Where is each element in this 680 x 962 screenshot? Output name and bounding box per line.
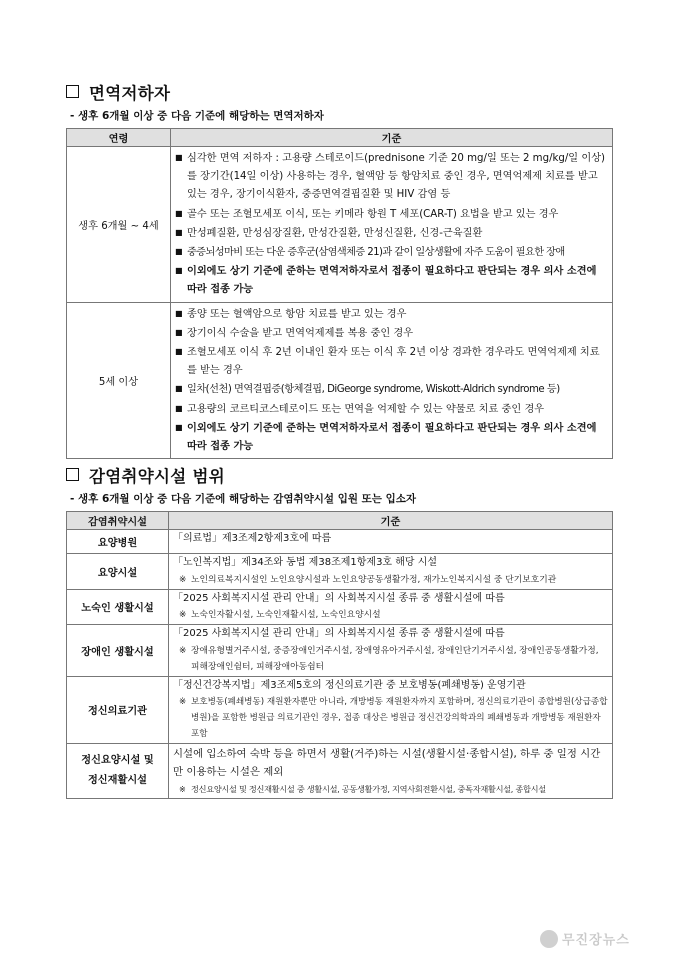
criteria-cell <box>171 302 613 459</box>
facility-name: 장애인 생활시설 <box>67 625 169 677</box>
list-item: ■ 고용량의 코르티코스테로이드 또는 면역을 억제할 수 있는 약물로 치료 중인 경우 <box>175 400 607 419</box>
criteria-note: ※ 노인의료복지시설인 노인요양시설과 노인요양공동생활가정, 재가노인복지시설 중 단기보호기관 <box>173 572 608 588</box>
criteria-cell <box>169 589 613 625</box>
criteria-main: 「의료법」제3조제2항제3호에 따름 <box>173 533 332 544</box>
watermark-text: 무진장뉴스 <box>562 933 630 948</box>
table-row <box>67 676 613 744</box>
list-item: ■ 만성폐질환, 만성심장질환, 만성간질환, 만성신질환, 신경-근육질환 <box>175 224 607 243</box>
list-item: ■ 조혈모세포 이식 후 2년 이내인 환자 또는 이식 후 2년 이상 경과한 경우라도 면역억제제 치료를 받는 경우 <box>175 343 607 380</box>
list-item: ■ 골수 또는 조혈모세포 이식, 또는 키메라 항원 T 세포(CAR-T) 요법을 받고 있는 경우 <box>175 205 607 224</box>
criteria-main: 「2025 사회복지시설 관리 안내」의 사회복지시설 종류 중 생활시설에 따름 <box>173 628 505 639</box>
age-cell: 생후 6개월 ~ 4세 <box>67 147 171 303</box>
criteria-note: ※ 장애유형별거주시설, 중증장애인거주시설, 장애영유아거주시설, 장애인단기거주시설, 장애인공동생활가정, 피해장애인쉼터, 피해장애아동쉼터 <box>173 643 608 675</box>
table-row <box>67 589 613 625</box>
table-row <box>67 625 613 677</box>
criteria-main: 「2025 사회복지시설 관리 안내」의 사회복지시설 종류 중 생활시설에 따름 <box>173 592 505 604</box>
criteria-note: ※ 보호병동(폐쇄병동) 재원환자뿐만 아니라, 개방병동 재원환자까지 포함하며, 정신의료기관이 종합병원(상급종합병원)을 포함한 병원급 의료기관인 경우, 접종 대상은 병원급 정신건강의학과의 폐쇄병동과 개방병동 재원환자 포함 <box>173 694 608 742</box>
list-item: ■ 종양 또는 혈액암으로 항암 치료를 받고 있는 경우 <box>175 305 607 324</box>
criteria-cell <box>169 744 613 799</box>
facility-name: 정신요양시설 및 정신재활시설 <box>67 744 169 799</box>
criteria-main: 「정신건강복지법」제3조제5호의 정신의료기관 중 보호병동(폐쇄병동) 운영기관 <box>173 679 526 691</box>
section2-title-text: 감염취약시설 범위 <box>89 467 225 486</box>
col-header-facility: 감염취약시설 <box>67 512 169 530</box>
table-row <box>67 530 613 554</box>
table-row <box>67 554 613 590</box>
section2-title <box>66 463 225 487</box>
facility-table <box>66 511 613 799</box>
section1-subtitle: - 생후 6개월 이상 중 다음 기준에 해당하는 면역저하자 <box>70 110 324 122</box>
section1-title-text: 면역저하자 <box>89 84 171 103</box>
criteria-cell <box>169 625 613 677</box>
col-header-criteria: 기준 <box>171 129 613 147</box>
list-item: ■ 이외에도 상기 기준에 준하는 면역저하자로서 접종이 필요하다고 판단되는 경우 의사 소견에 따라 접종 가능 <box>175 262 607 299</box>
facility-name: 노숙인 생활시설 <box>67 589 169 625</box>
criteria-note: ※ 노숙인자활시설, 노숙인재활시설, 노숙인요양시설 <box>173 607 608 623</box>
watermark-logo-icon <box>540 930 558 948</box>
list-item: ■ 장기이식 수술을 받고 면역억제제를 복용 중인 경우 <box>175 324 607 343</box>
criteria-note: ※ 정신요양시설 및 정신재활시설 중 생활시설, 공동생활가정, 지역사회전환시설, 중독자재활시설, 종합시설 <box>173 781 608 797</box>
checkbox-icon <box>66 85 79 98</box>
criteria-main: 시설에 입소하여 숙박 등을 하면서 생활(거주)하는 시설(생활시설·종합시설), 하루 중 일정 시간만 이용하는 시설은 제외 <box>173 748 601 778</box>
facility-name: 요양시설 <box>67 554 169 590</box>
immunocompromised-table <box>66 128 613 459</box>
col-header-age: 연령 <box>67 129 171 147</box>
checkbox-icon <box>66 468 79 481</box>
list-item: ■ 이외에도 상기 기준에 준하는 면역저하자로서 접종이 필요하다고 판단되는 경우 의사 소견에 따라 접종 가능 <box>175 419 607 456</box>
section2-subtitle: - 생후 6개월 이상 중 다음 기준에 해당하는 감염취약시설 입원 또는 입소자 <box>70 493 417 505</box>
table-row <box>67 147 613 303</box>
criteria-cell <box>169 554 613 590</box>
table-row <box>67 302 613 459</box>
facility-name: 요양병원 <box>67 530 169 554</box>
section1-title <box>66 80 170 104</box>
criteria-cell <box>171 147 613 303</box>
list-item: ■ 심각한 면역 저하자 : 고용량 스테로이드(prednisone 기준 20 mg/일 또는 2 mg/kg/일 이상)를 장기간(14일 이상) 사용하는 경우, 혈액암 등 항암치료 중인 경우, 면역억제제 치료를 받고 있는 경우, 장기이식환자, 중증면역결핍질환 및 HIV 감염 등 <box>175 149 607 205</box>
criteria-cell <box>169 676 613 744</box>
list-item: ■ 일차(선천) 면역결핍증(항체결핍, DiGeorge syndrome, Wiskott-Aldrich syndrome 등) <box>175 380 607 399</box>
criteria-cell <box>169 530 613 554</box>
col-header-criteria: 기준 <box>169 512 613 530</box>
table-row <box>67 744 613 799</box>
age-cell: 5세 이상 <box>67 302 171 459</box>
watermark <box>540 929 630 948</box>
criteria-main: 「노인복지법」제34조와 동법 제38조제1항제3호 해당 시설 <box>173 557 438 568</box>
facility-name: 정신의료기관 <box>67 676 169 744</box>
list-item: ■ 중증뇌성마비 또는 다운 증후군(삼염색체증 21)과 같이 일상생활에 자주 도움이 필요한 장애 <box>175 243 607 262</box>
